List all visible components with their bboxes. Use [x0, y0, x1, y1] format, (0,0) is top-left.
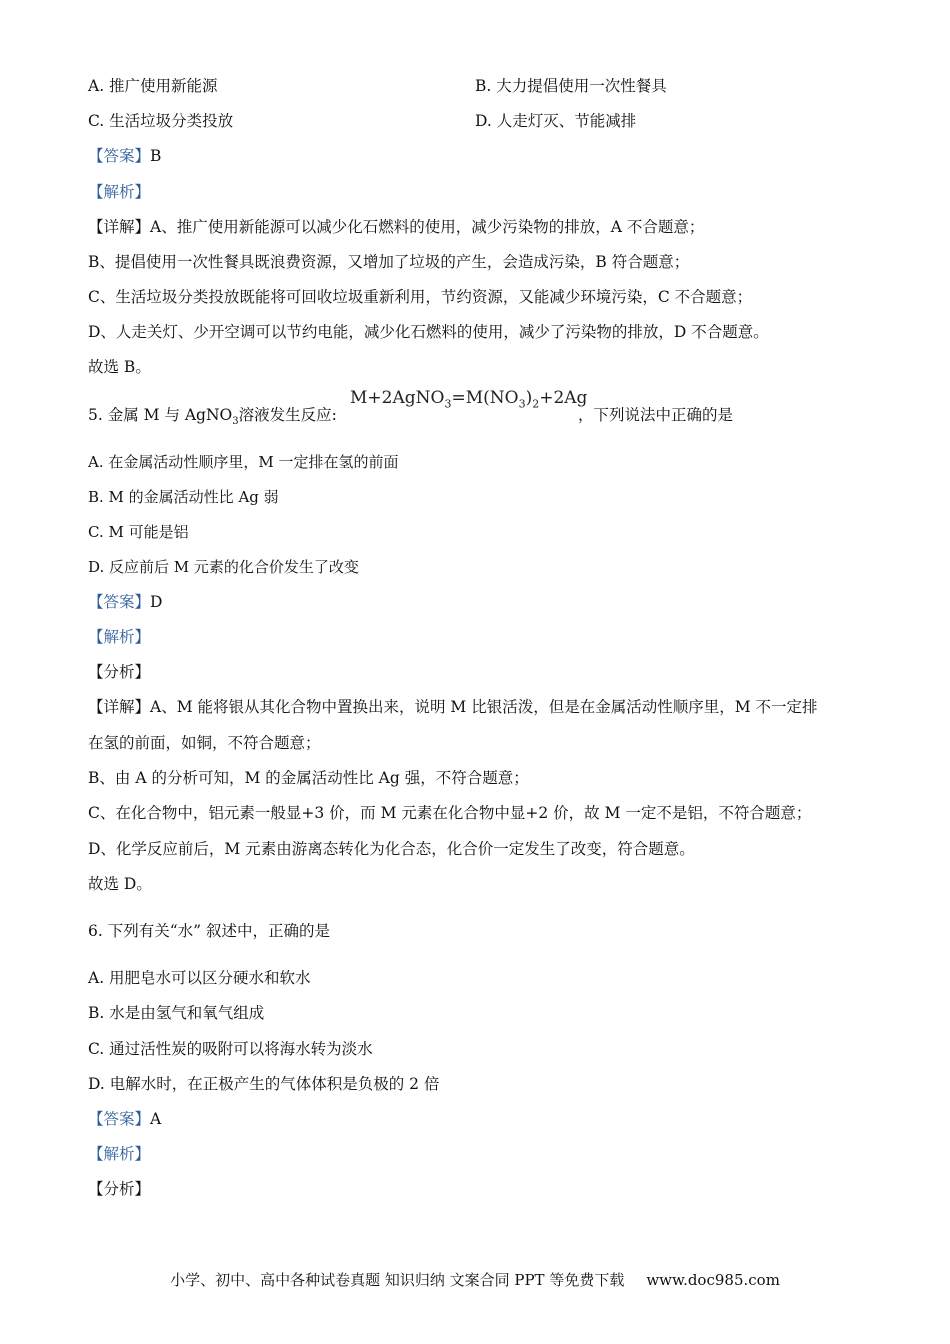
analysis-tag: 【解析】 — [88, 628, 151, 646]
q6-option-c: C. 通过活性炭的吸附可以将海水转为淡水 — [88, 1040, 373, 1058]
answer-tag: 【答案】 — [88, 147, 151, 165]
q5-detail-b: B、由 A 的分析可知，M 的金属活动性比 Ag 强，不符合题意； — [88, 769, 529, 787]
q4-option-b: B. 大力提倡使用一次性餐具 — [475, 77, 667, 95]
q6-option-d: D. 电解水时，在正极产生的气体体积是负极的 2 倍 — [88, 1075, 440, 1093]
q6-answer-line — [88, 1108, 161, 1130]
q4-option-d: D. 人走灯灭、节能减排 — [475, 112, 637, 130]
equation-product: =M(NO — [451, 388, 519, 408]
q5-detail-a-1: A、M 能将银从其化合物中置换出来，说明 M 比银活泼，但是在金属活动性顺序里，M 不一定排 — [150, 698, 818, 716]
q4-detail-c: C、生活垃圾分类投放既能将可回收垃圾重新利用，节约资源，又能减少环境污染，C 不合题意； — [88, 288, 753, 306]
q5-analysis-tag — [88, 626, 150, 648]
q4-detail-b: B、提倡使用一次性餐具既浪费资源，又增加了垃圾的产生，会造成污染，B 符合题意； — [88, 253, 690, 271]
q5-stem-mid: 溶液发生反应: — [238, 406, 337, 424]
q5-detail-d: D、化学反应前后，M 元素由游离态转化为化合态，化合价一定发生了改变，符合题意。 — [88, 840, 695, 858]
q4-detail-d: D、人走关灯、少开空调可以节约电能，减少化石燃料的使用，减少了污染物的排放，D 不合题意。 — [88, 323, 769, 341]
q5-answer: D — [150, 593, 163, 611]
q5-analysis2-tag: 【分析】 — [88, 663, 151, 681]
q4-answer-line — [88, 145, 161, 167]
footer-site-link[interactable]: www.doc985.com — [646, 1271, 780, 1289]
analysis-tag: 【解析】 — [88, 1145, 151, 1163]
reaction-equation — [350, 388, 587, 410]
q5-detail-a-line1 — [88, 696, 818, 718]
detail-tag: 【详解】 — [88, 698, 151, 716]
q6-analysis-tag — [88, 1143, 150, 1165]
q5-detail-a-2: 在氢的前面，如铜，不符合题意； — [88, 734, 321, 752]
q4-detail-a-line — [88, 216, 704, 238]
equation-lhs-sub: 3 — [444, 397, 452, 411]
q4-option-c: C. 生活垃圾分类投放 — [88, 112, 234, 130]
q4-answer: B — [150, 147, 162, 165]
q5-answer-line — [88, 591, 162, 613]
q4-option-a: A. 推广使用新能源 — [88, 77, 218, 95]
q6-option-a: A. 用肥皂水可以区分硬水和软水 — [88, 969, 311, 987]
page-footer — [0, 1269, 950, 1290]
footer-text: 小学、初中、高中各种试卷真题 知识归纳 文案合同 PPT 等免费下载 — [170, 1271, 625, 1289]
q6-answer: A — [150, 1110, 162, 1128]
q5-stem-prefix: 5. 金属 M 与 AgNO — [88, 406, 233, 424]
detail-tag: 【详解】 — [88, 218, 151, 236]
q5-detail-c: C、在化合物中，铝元素一般显+3 价，而 M 元素在化合物中显+2 价，故 M 一定不是铝，不符合题意； — [88, 804, 812, 822]
q6-option-b: B. 水是由氢气和氧气组成 — [88, 1004, 265, 1022]
q4-conclusion: 故选 B。 — [88, 358, 151, 376]
q5-option-c: C. M 可能是铝 — [88, 523, 189, 541]
equation-lhs: M+2AgNO — [350, 388, 445, 408]
answer-tag: 【答案】 — [88, 1110, 151, 1128]
q5-stem — [88, 404, 337, 433]
equation-close-paren: ) — [525, 388, 533, 408]
q5-stem-sub: 3 — [232, 416, 239, 428]
q5-stem-suffix: ，下列说法中正确的是 — [578, 406, 734, 424]
q4-detail-a: A、推广使用新能源可以减少化石燃料的使用，减少污染物的排放，A 不合题意； — [150, 218, 705, 236]
q5-option-b: B. M 的金属活动性比 Ag 弱 — [88, 488, 279, 506]
q4-analysis-tag — [88, 181, 150, 203]
equation-inner-sub: 3 — [518, 397, 526, 411]
equation-rhs: +2Ag — [539, 388, 588, 408]
answer-tag: 【答案】 — [88, 593, 151, 611]
q5-option-a: A. 在金属活动性顺序里，M 一定排在氢的前面 — [88, 453, 399, 471]
q5-option-d: D. 反应前后 M 元素的化合价发生了改变 — [88, 558, 359, 576]
q6-stem: 6. 下列有关“水” 叙述中，正确的是 — [88, 922, 330, 940]
analysis-tag: 【解析】 — [88, 183, 151, 201]
q5-conclusion: 故选 D。 — [88, 875, 152, 893]
q6-analysis2-tag: 【分析】 — [88, 1180, 151, 1198]
equation-outer-sub: 2 — [532, 397, 540, 411]
